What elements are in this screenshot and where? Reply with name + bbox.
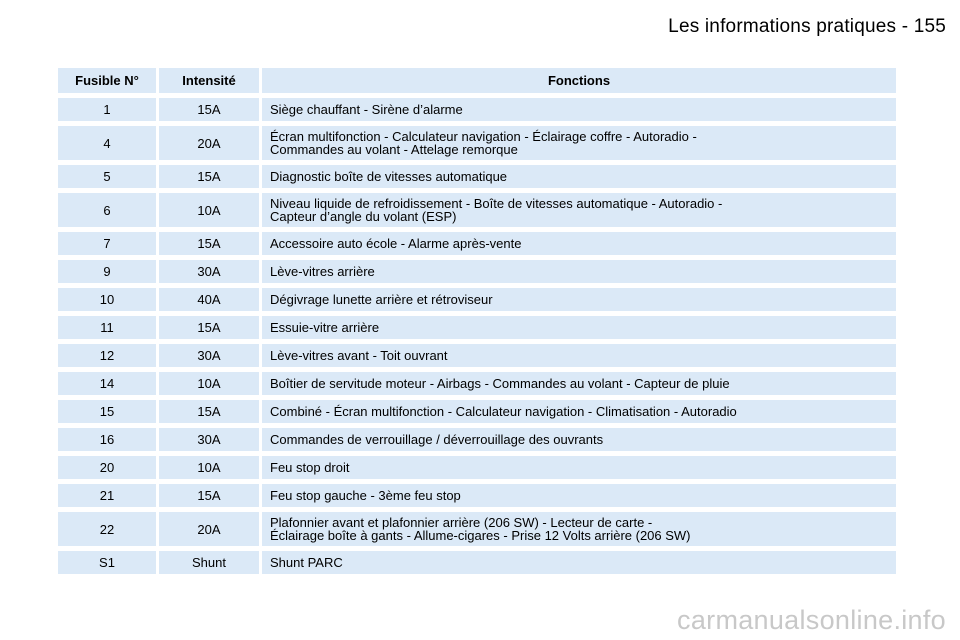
functions-cell [262, 165, 896, 188]
fuse-number-cell: 5 [58, 165, 156, 188]
amperage-cell: 15A [159, 165, 259, 188]
function-line: Feu stop droit [270, 460, 350, 475]
functions-cell [262, 512, 896, 546]
fuse-number-cell: 22 [58, 512, 156, 546]
table-row [58, 428, 896, 451]
functions-cell [262, 193, 896, 227]
function-line: Lève-vitres arrière [270, 264, 375, 279]
fuse-table [55, 63, 899, 579]
watermark: carmanualsonline.info [677, 605, 946, 635]
fuse-number-cell: 14 [58, 372, 156, 395]
table-row [58, 193, 896, 227]
table-row [58, 512, 896, 546]
function-line: Boîtier de servitude moteur - Airbags - Commandes au volant - Capteur de pluie [270, 376, 730, 391]
function-line: Diagnostic boîte de vitesses automatique [270, 169, 508, 184]
table-row [58, 288, 896, 311]
function-line: Capteur d’angle du volant (ESP) [270, 209, 457, 224]
amperage-cell: 15A [159, 98, 259, 121]
amperage-cell: 30A [159, 260, 259, 283]
fuse-table-body [58, 98, 896, 574]
column-header-functions: Fonctions [262, 68, 896, 93]
fuse-number-cell: S1 [58, 551, 156, 574]
fuse-number-cell: 15 [58, 400, 156, 423]
table-header-row [58, 68, 896, 93]
fuse-number-cell: 11 [58, 316, 156, 339]
function-line: Commandes au volant - Attelage remorque [270, 142, 518, 157]
column-header-amperage: Intensité [159, 68, 259, 93]
fuse-number-cell: 10 [58, 288, 156, 311]
fuse-number-cell: 9 [58, 260, 156, 283]
functions-cell [262, 372, 896, 395]
table-row [58, 98, 896, 121]
function-line: Feu stop gauche - 3ème feu stop [270, 488, 461, 503]
table-row [58, 344, 896, 367]
functions-cell [262, 428, 896, 451]
page-header: Les informations pratiques - 155 [668, 16, 946, 37]
fuse-number-cell: 1 [58, 98, 156, 121]
functions-cell [262, 260, 896, 283]
table-row [58, 232, 896, 255]
table-row [58, 484, 896, 507]
function-line: Shunt PARC [270, 555, 343, 570]
function-line: Accessoire auto école - Alarme après-vente [270, 236, 522, 251]
amperage-cell: 10A [159, 456, 259, 479]
functions-cell [262, 344, 896, 367]
amperage-cell: 20A [159, 512, 259, 546]
amperage-cell: 20A [159, 126, 259, 160]
table-row [58, 260, 896, 283]
functions-cell [262, 551, 896, 574]
amperage-cell: 30A [159, 344, 259, 367]
fuse-number-cell: 12 [58, 344, 156, 367]
functions-cell [262, 288, 896, 311]
fuse-number-cell: 6 [58, 193, 156, 227]
table-row [58, 126, 896, 160]
amperage-cell: 30A [159, 428, 259, 451]
functions-cell [262, 316, 896, 339]
functions-cell [262, 98, 896, 121]
function-line: Lève-vitres avant - Toit ouvrant [270, 348, 448, 363]
function-line: Essuie-vitre arrière [270, 320, 380, 335]
amperage-cell: 15A [159, 400, 259, 423]
functions-cell [262, 400, 896, 423]
functions-cell [262, 484, 896, 507]
fuse-number-cell: 21 [58, 484, 156, 507]
amperage-cell: 10A [159, 193, 259, 227]
amperage-cell: 15A [159, 484, 259, 507]
function-line: Écran multifonction - Calculateur navigation - Éclairage coffre - Autoradio - [270, 129, 697, 144]
function-line: Plafonnier avant et plafonnier arrière (206 SW) - Lecteur de carte - [270, 515, 653, 530]
column-header-fuse: Fusible N° [58, 68, 156, 93]
fuse-number-cell: 4 [58, 126, 156, 160]
amperage-cell: 40A [159, 288, 259, 311]
table-row [58, 165, 896, 188]
table-row [58, 372, 896, 395]
function-line: Niveau liquide de refroidissement - Boîte de vitesses automatique - Autoradio - [270, 196, 723, 211]
amperage-cell: 15A [159, 316, 259, 339]
fuse-number-cell: 7 [58, 232, 156, 255]
fuse-number-cell: 16 [58, 428, 156, 451]
functions-cell [262, 126, 896, 160]
functions-cell [262, 232, 896, 255]
functions-cell [262, 456, 896, 479]
function-line: Combiné - Écran multifonction - Calculateur navigation - Climatisation - Autoradio [270, 404, 737, 419]
function-line: Éclairage boîte à gants - Allume-cigares - Prise 12 Volts arrière (206 SW) [270, 528, 691, 543]
amperage-cell: Shunt [159, 551, 259, 574]
function-line: Commandes de verrouillage / déverrouillage des ouvrants [270, 432, 604, 447]
function-line: Dégivrage lunette arrière et rétroviseur [270, 292, 493, 307]
fuse-number-cell: 20 [58, 456, 156, 479]
table-row [58, 456, 896, 479]
table-row [58, 551, 896, 574]
table-row [58, 400, 896, 423]
function-line: Siège chauffant - Sirène d’alarme [270, 102, 463, 117]
amperage-cell: 10A [159, 372, 259, 395]
table-row [58, 316, 896, 339]
amperage-cell: 15A [159, 232, 259, 255]
